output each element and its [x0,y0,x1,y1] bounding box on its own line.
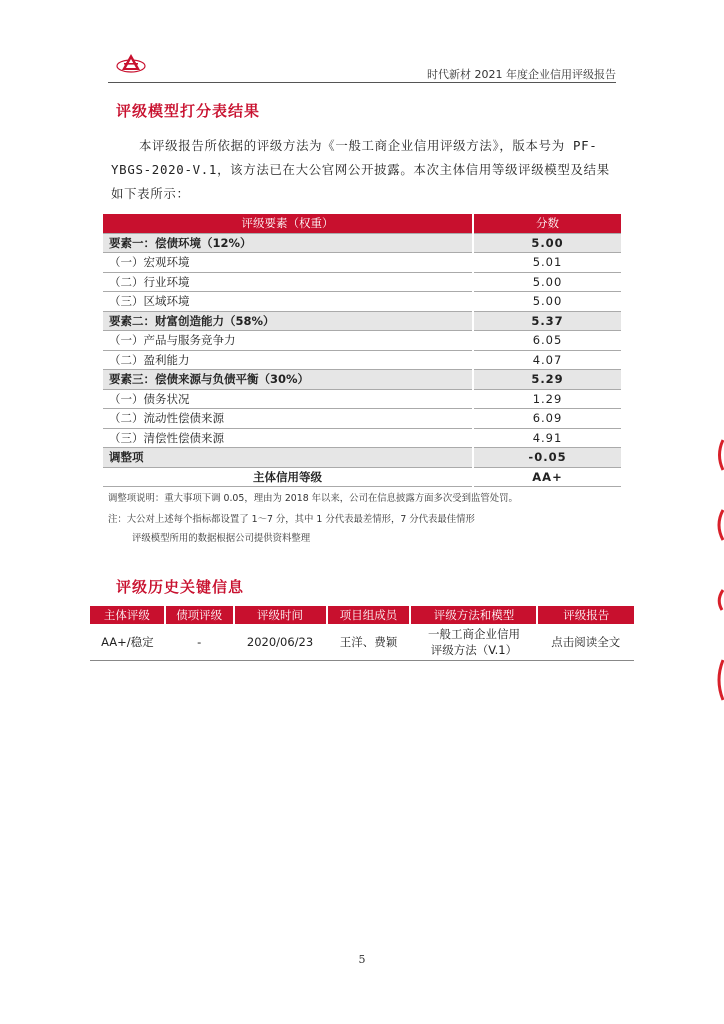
table-row-adjustment [103,448,621,468]
row-score: 4.07 [473,350,621,370]
header-score: 分数 [473,214,621,233]
table-row [103,253,621,273]
document-title: 时代新材 2021 年度企业信用评级报告 [427,68,616,81]
method-line-1: 一般工商企业信用 [427,627,520,641]
table-row [103,292,621,312]
table-row [103,331,621,351]
row-score: 6.09 [473,409,621,429]
row-score: 1.29 [473,389,621,409]
rating-model-table [103,214,621,487]
row-score: 5.00 [473,272,621,292]
table-header-row [103,214,621,233]
method-line-2: 评级方法（V.1） [430,643,518,657]
row-label: （三）清偿性偿债来源 [103,428,473,448]
row-label: 要素一：偿债环境（12%） [103,233,473,253]
rating-method [410,624,537,661]
data-source-note: 评级模型所用的数据根据公司提供资料整理 [132,533,311,544]
header-rating-date: 评级时间 [234,606,327,624]
row-label: （一）宏观环境 [103,253,473,273]
rating-date: 2020/06/23 [234,624,327,661]
header-team-members: 项目组成员 [327,606,411,624]
header-method: 评级方法和模型 [410,606,537,624]
adjustment-note: 调整项说明：重大事项下调 0.05，理由为 2018 年以来，公司在信息披露方面多次受到监管处罚。 [108,493,518,504]
row-score: -0.05 [473,448,621,468]
header-factor: 评级要素（权重） [103,214,473,233]
team-members: 王洋、费颖 [327,624,411,661]
row-label: 要素二：财富创造能力（58%） [103,311,473,331]
row-score: 5.01 [473,253,621,273]
header-divider [108,82,616,83]
row-label: 调整项 [103,448,473,468]
row-score: 4.91 [473,428,621,448]
table-row-credit-rating [103,467,621,487]
row-label: （三）区域环境 [103,292,473,312]
method-paragraph: 本评级报告所依据的评级方法为《一般工商企业信用评级方法》，版本号为 PF-YBGS-2020-V.1，该方法已在大公官网公开披露。本次主体信用等级评级模型及结果如下表所示： [111,138,610,201]
section-title-history: 评级历史关键信息 [116,578,245,596]
row-label: （二）行业环境 [103,272,473,292]
history-row [90,624,634,661]
row-label: （一）产品与服务竞争力 [103,331,473,351]
row-label: （二）盈利能力 [103,350,473,370]
row-label: 主体信用等级 [103,467,473,487]
history-header-row [90,606,634,624]
report-link-cell [537,624,634,661]
table-row [103,428,621,448]
header-issuer-rating: 主体评级 [90,606,165,624]
read-full-report-link[interactable]: 点击阅读全文 [551,635,621,649]
row-label: （二）流动性偿债来源 [103,409,473,429]
page-number: 5 [358,953,366,966]
table-row [103,272,621,292]
table-row [103,389,621,409]
issuer-rating: AA+/稳定 [90,624,165,661]
row-score: 5.00 [473,233,621,253]
table-row [103,350,621,370]
row-score: 5.37 [473,311,621,331]
issue-rating: - [165,624,234,661]
table-row [103,311,621,331]
section-title-model: 评级模型打分表结果 [116,102,261,120]
table-row [103,370,621,390]
table-row [103,233,621,253]
header-issue-rating: 债项评级 [165,606,234,624]
row-score: AA+ [473,467,621,487]
row-score: 5.00 [473,292,621,312]
header-report: 评级报告 [537,606,634,624]
row-label: （一）债务状况 [103,389,473,409]
rating-history-table [90,606,634,661]
row-score: 6.05 [473,331,621,351]
seal-stamp-fragment [714,430,724,720]
company-logo [116,52,146,74]
row-score: 5.29 [473,370,621,390]
table-row [103,409,621,429]
scoring-note: 注：大公对上述每个指标都设置了 1～7 分，其中 1 分代表最差情形，7 分代表最佳情形 [108,514,475,525]
row-label: 要素三：偿债来源与负债平衡（30%） [103,370,473,390]
